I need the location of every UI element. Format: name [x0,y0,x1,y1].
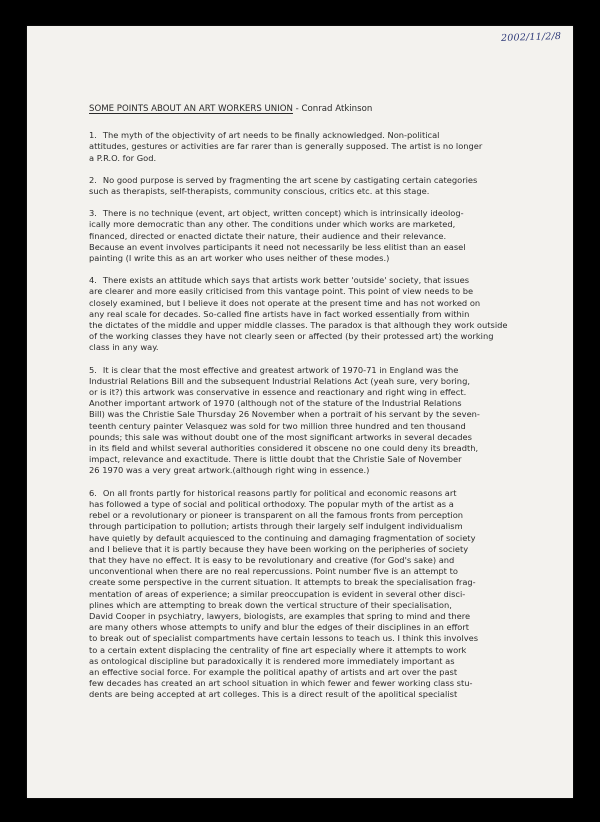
document-body [89,104,579,712]
paragraph-number: 5. [89,364,97,375]
paragraph-2 [89,175,579,197]
paragraph-number: 2. [89,174,97,185]
paragraph-4 [89,275,579,353]
paragraph-text: The myth of the objectivity of art needs to be finally acknowledged. Non-political attitudes, gestures or activities are far rarer than is generally supposed. The artist is no longer a P.R.O. for God. [89,130,483,163]
document-title: SOME POINTS ABOUT AN ART WORKERS UNION [89,104,293,114]
paragraph-text: On all fronts partly for historical reasons partly for political and economic reasons art has followed a type of social and political orthodoxy. The popular myth of the artist as a rebel or a revolutionary or pioneer is transparent on all the famous fronts from perception through participation to pollution; artists through their largely self indulgent individualism have quietly by default acquiesced to the continuing and damaging fragmentation of society and I believe that it is partly because they have been working on the peripheries of society that they have no effect. It is easy to be revolutionary and creative (for God's sake) and unconventional when there are no real repercussions. Point number five is an attempt to create some perspective in the current situation. It attempts to break the specialisation frag- mentation of areas of experience; a similar preoccupation is evident in several other disci- plines which are attempting to break down the vertical structure of their specialisation, David Cooper in psychiatry, lawyers, biologists, are examples that spring to mind and there are many others whose attempts to unify and blur the edges of their disciplines in an effort to break out of specialist compartments have certain lessons to teach us. I think this involves to a certain extent displacing the centrality of fine art especially where it attempts to work as ontological discipline but paradoxically it is rendered more immediately important as an effective social force. For example the political apathy of artists and art over the past few decades has created an art school situation in which fewer and fewer working class stu- dents are being accepted at art colleges. This is a direct result of the apolitical specialist [89,487,479,700]
paragraph-text: There exists an attitude which says that artists work better 'outside' society, that issues are clearer and more easily criticised from this vantage point. This point of view needs to be closely examined, but I believe it does not operate at the present time and has not worked on any real scale for decades. So-called fine artists have in fact worked essentially from within the dictates of the middle and upper middle classes. The paradox is that although they work outside of the working classes they have not clearly seen or affected (by their protessed art) the working class in any way. [89,275,508,353]
document-author: Conrad Atkinson [301,104,373,114]
paragraph-number: 6. [89,487,97,498]
document-page [27,26,573,798]
paragraph-1 [89,130,579,164]
paragraph-3 [89,208,579,264]
paragraph-number: 3. [89,208,97,219]
paragraph-number: 1. [89,130,97,141]
paragraph-5 [89,365,579,477]
archive-reference-handwritten: 2002/11/2/8 [500,30,562,45]
paragraph-text: No good purpose is served by fragmenting the art scene by castigating certain categories such as therapists, self-therapists, community conscious, critics etc. at this stage. [89,174,478,197]
paragraph-number: 4. [89,275,97,286]
document-heading [89,104,579,115]
paragraph-text: It is clear that the most effective and greatest artwork of 1970-71 in England was the Industrial Relations Bill and the subsequent Industrial Relations Act (yeah sure, very boring, or is it?) this artwork was conservative in essence and reactionary and right wing in effect. Another important artwork of 1970 (although not of the stature of the Industrial Relations Bill) was the Christie Sale Thursday 26 November when a portrait of his servant by the seven- teenth century painter Velasquez was sold for two million three hundred and ten thousand pounds; this sale was without doubt one of the most significant artworks in several decades in its field and whilst several authorities considered it obscene no one could deny its breadth, impact, relevance and exactitude. There is little doubt that the Christie Sale of November 26 1970 was a very great artwork.(although right wing in essence.) [89,364,480,476]
paragraph-6 [89,488,579,701]
paragraph-text: There is no technique (event, art object, written concept) which is intrinsically ideolog- ically more democratic than any other. The conditions under which works are marketed, financed, directed or enacted dictate their nature, their audience and their relevance. Because an event involves participants it need not necessarily be less elitist than an easel painting (I write this as an art worker who uses neither of these modes.) [89,208,466,264]
author-separator: - [292,104,302,114]
